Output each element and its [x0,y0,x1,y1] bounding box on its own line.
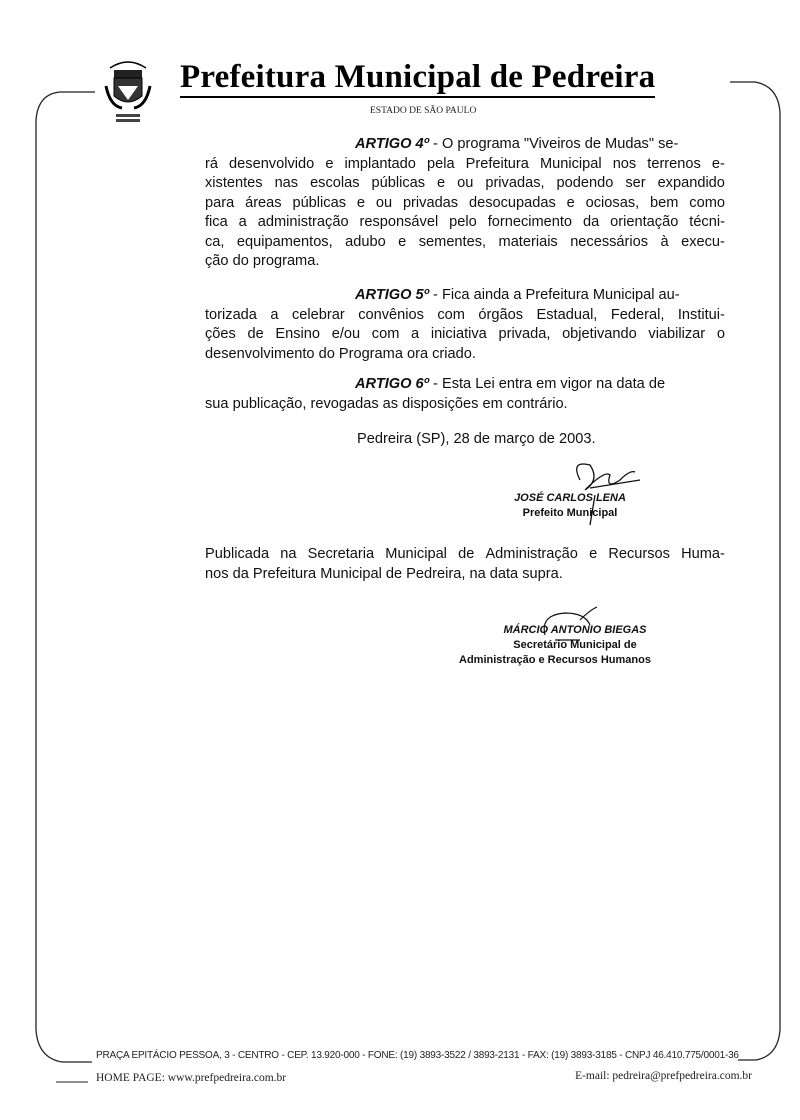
signer-role: Secretário Municipal de [513,639,637,651]
word: terrenos [647,155,701,172]
word: objetivando [562,326,637,342]
text-line: nos da Prefeitura Municipal de Pedreira, na data supra. [205,565,563,582]
text-line: - Esta Lei entra em vigor na data de [429,376,666,392]
word: nos [612,155,637,172]
text-line [205,233,725,253]
word: pela [426,155,455,172]
text-line [205,174,725,194]
word: privadas [402,194,459,211]
signer-name: JOSÉ CARLOS LENA [514,492,626,504]
article-6 [205,375,725,414]
word: a [270,306,279,323]
word: ociosas, [585,194,640,211]
word: e/ou [331,326,361,342]
word: públicas [371,175,426,191]
word: celebrar [291,306,345,323]
word: sementes, [418,233,487,250]
word: privadas, [485,175,545,191]
word: Publicada [205,546,270,562]
article-5 [205,286,725,364]
word: Municipal [539,155,602,172]
article-label: ARTIGO 6º [355,376,429,392]
word: Huma- [681,546,725,562]
text-line: sua publicação, revogadas as disposições em contrário. [205,395,568,412]
word: escolas [310,175,360,191]
word: execu- [681,233,725,250]
word: Institui- [677,306,725,323]
word: expandido [657,175,725,191]
word: ou [375,194,393,211]
word: da [583,214,600,230]
word: áreas [245,194,282,211]
word: a [238,214,247,230]
word: para [205,194,235,211]
word: Administração [485,546,578,562]
word: responsável [359,214,439,230]
word: e [566,194,575,211]
page-title: Prefeitura Municipal de Pedreira [180,58,655,98]
word: na [280,546,297,562]
word: a [411,326,420,342]
word: Secretaria [307,546,375,562]
word: privada, [498,326,551,342]
word: e- [711,155,725,172]
article-4 [205,135,725,272]
word: e [398,233,407,250]
word: de [458,546,475,562]
word: administração [257,214,349,230]
word: e [325,155,334,172]
word: Prefeitura [465,155,529,172]
word: viabilizar [648,326,706,342]
mayor-signature-block [500,491,640,521]
word: fornecimento [487,214,573,230]
article-label: ARTIGO 4º [355,136,429,152]
word: de [247,326,264,342]
word: técni- [689,214,725,230]
text-line [205,306,725,326]
word: rá [205,155,218,172]
word: materiais [498,233,558,250]
word: nas [274,175,299,191]
footer-homepage: HOME PAGE: www.prefpedreira.com.br [96,1072,287,1084]
word: públicas [292,194,346,211]
word: necessários [570,233,649,250]
word: órgãos [478,306,524,323]
word: como [689,194,725,211]
word: xistentes [205,175,263,191]
word: Municipal [385,546,447,562]
article-label: ARTIGO 5º [355,287,429,303]
footer-address: PRAÇA EPITÁCIO PESSOA, 3 - CENTRO - CEP. 13.920-000 - FONE: (19) 3893-3522 / 3893-2131 - FAX: (19) 3893-3185 - CNPJ 46.410.775/0001-36 [96,1050,739,1061]
word: ou [457,175,474,191]
text-line [205,545,725,565]
state-subtitle: ESTADO DE SÃO PAULO [370,106,477,116]
footer-email: E-mail: pedreira@prefpedreira.com.br [575,1070,752,1082]
word: Federal, [610,306,665,323]
signer-role: Administração e Recursos Humanos [459,654,651,666]
text-line: - O programa "Viveiros de Mudas" se- [429,136,679,152]
word: desocupadas [468,194,556,211]
word: implantado [344,155,416,172]
word: ca, [205,233,225,250]
text-line: - Fica ainda a Prefeitura Municipal au- [429,287,680,303]
word: com [437,306,465,323]
text-line [205,155,725,175]
secretary-signature-block [440,623,670,668]
word: e [437,175,446,191]
text-line [205,213,725,233]
word: bem [650,194,679,211]
word: pelo [449,214,477,230]
word: ser [625,175,646,191]
word: ções [205,326,236,342]
word: e [589,546,598,562]
word: torizada [205,306,257,323]
text-line [205,194,725,214]
text-line [205,325,725,345]
word: o [716,326,725,342]
municipal-crest-icon [104,56,152,128]
word: podendo [556,175,614,191]
word: com [371,326,400,342]
signer-name: MÁRCIO ANTONIO BIEGAS [503,624,647,636]
text-line: ção do programa. [205,253,320,269]
word: desenvolvido [229,155,315,172]
text-line: desenvolvimento do Programa ora criado. [205,345,476,362]
word: adubo [345,233,386,250]
word: e [356,194,365,211]
word: à [660,233,669,250]
word: Recursos [608,546,670,562]
word: orientação [610,214,679,230]
word: iniciativa [430,326,487,342]
publication-note [205,545,725,584]
word: Ensino [275,326,321,342]
date-line: Pedreira (SP), 28 de março de 2003. [357,431,596,447]
word: fica [205,214,228,230]
word: equipamentos, [236,233,333,250]
signer-role: Prefeito Municipal [522,507,618,519]
word: convênios [358,306,424,323]
word: Estadual, [536,306,598,323]
